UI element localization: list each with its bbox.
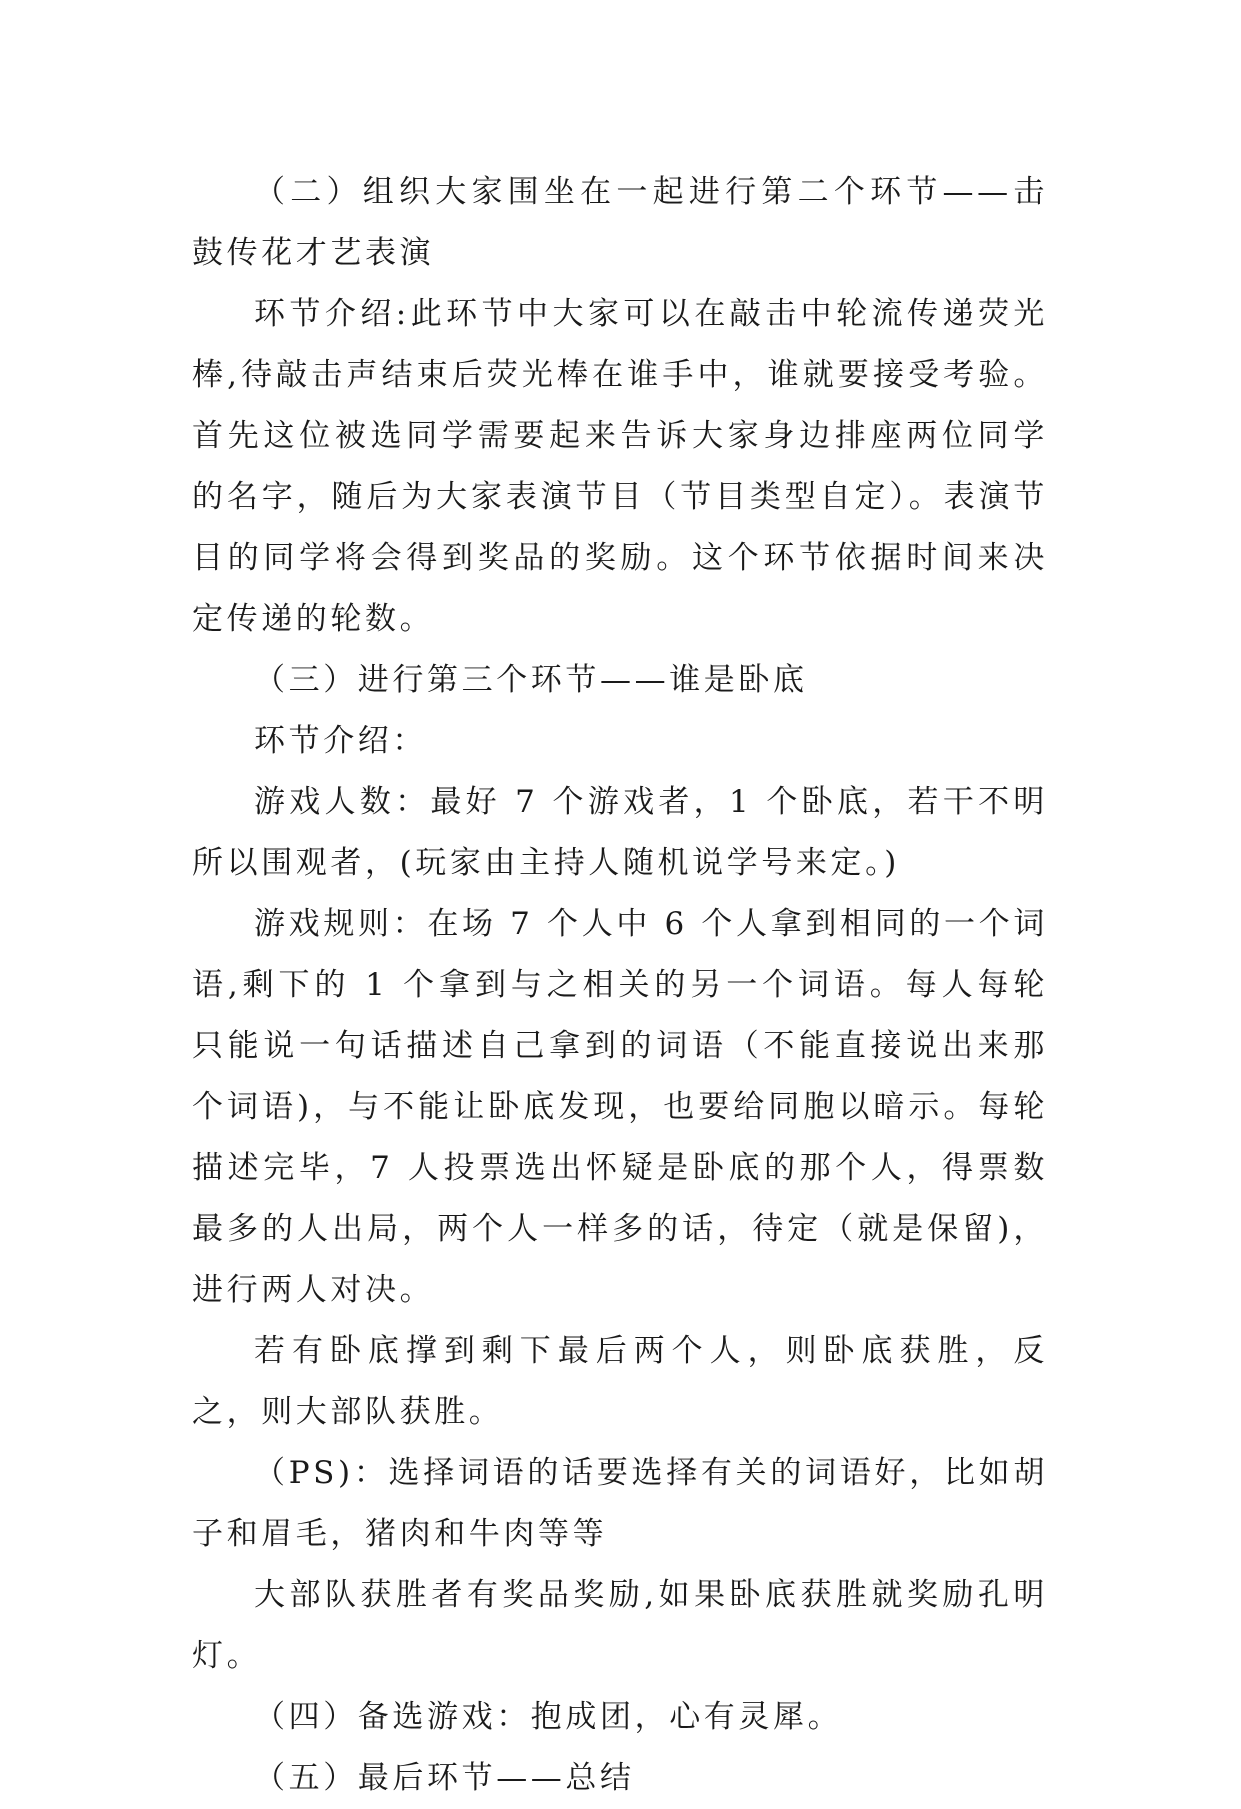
section-2-intro: 环节介绍:此环节中大家可以在敲击中轮流传递荧光棒,待敲击声结束后荧光棒在谁手中，谁就要接受考验。首先这位被选同学需要起来告诉大家身边排座两位同学的名字，随后为大家表演节目（节目类型自定）。表演节目的同学将会得到奖品的奖励。这个环节依据时间来决定传递的轮数。 bbox=[192, 296, 1048, 637]
game-rules-paragraph: 游戏规则：在场 7 个人中 6 个人拿到相同的一个词语,剩下的 1 个拿到与之相关的另一个词语。每人每轮只能说一句话描述自己拿到的词语（不能直接说出来那个词语)，与不能让卧底发现，也要给同胞以暗示。每轮描述完毕，7 人投票选出怀疑是卧底的那个人，得票数最多的人出局，两个人一样多的话，待定（就是保留)，进行两人对决。 bbox=[192, 906, 1048, 1308]
prize-paragraph: 大部队获胜者有奖品奖励,如果卧底获胜就奖励孔明灯。 bbox=[192, 1577, 1048, 1674]
document-body bbox=[192, 162, 1048, 1809]
section-2-heading: （二）组织大家围坐在一起进行第二个环节——击鼓传花才艺表演 bbox=[192, 174, 1048, 271]
section-5-heading: （五）最后环节——总结 bbox=[254, 1760, 635, 1796]
section-3-intro-label: 环节介绍： bbox=[254, 723, 427, 759]
win-condition-paragraph: 若有卧底撑到剩下最后两个人，则卧底获胜，反之，则大部队获胜。 bbox=[192, 1333, 1048, 1430]
game-players-paragraph: 游戏人数：最好 7 个游戏者，1 个卧底，若干不明所以围观者，(玩家由主持人随机说学号来定。) bbox=[192, 784, 1048, 881]
ps-note-paragraph: （PS)：选择词语的话要选择有关的词语好，比如胡子和眉毛，猪肉和牛肉等等 bbox=[192, 1455, 1048, 1552]
section-3-heading: （三）进行第三个环节——谁是卧底 bbox=[254, 662, 808, 698]
section-4-heading: （四）备选游戏：抱成团，心有灵犀。 bbox=[254, 1699, 843, 1735]
